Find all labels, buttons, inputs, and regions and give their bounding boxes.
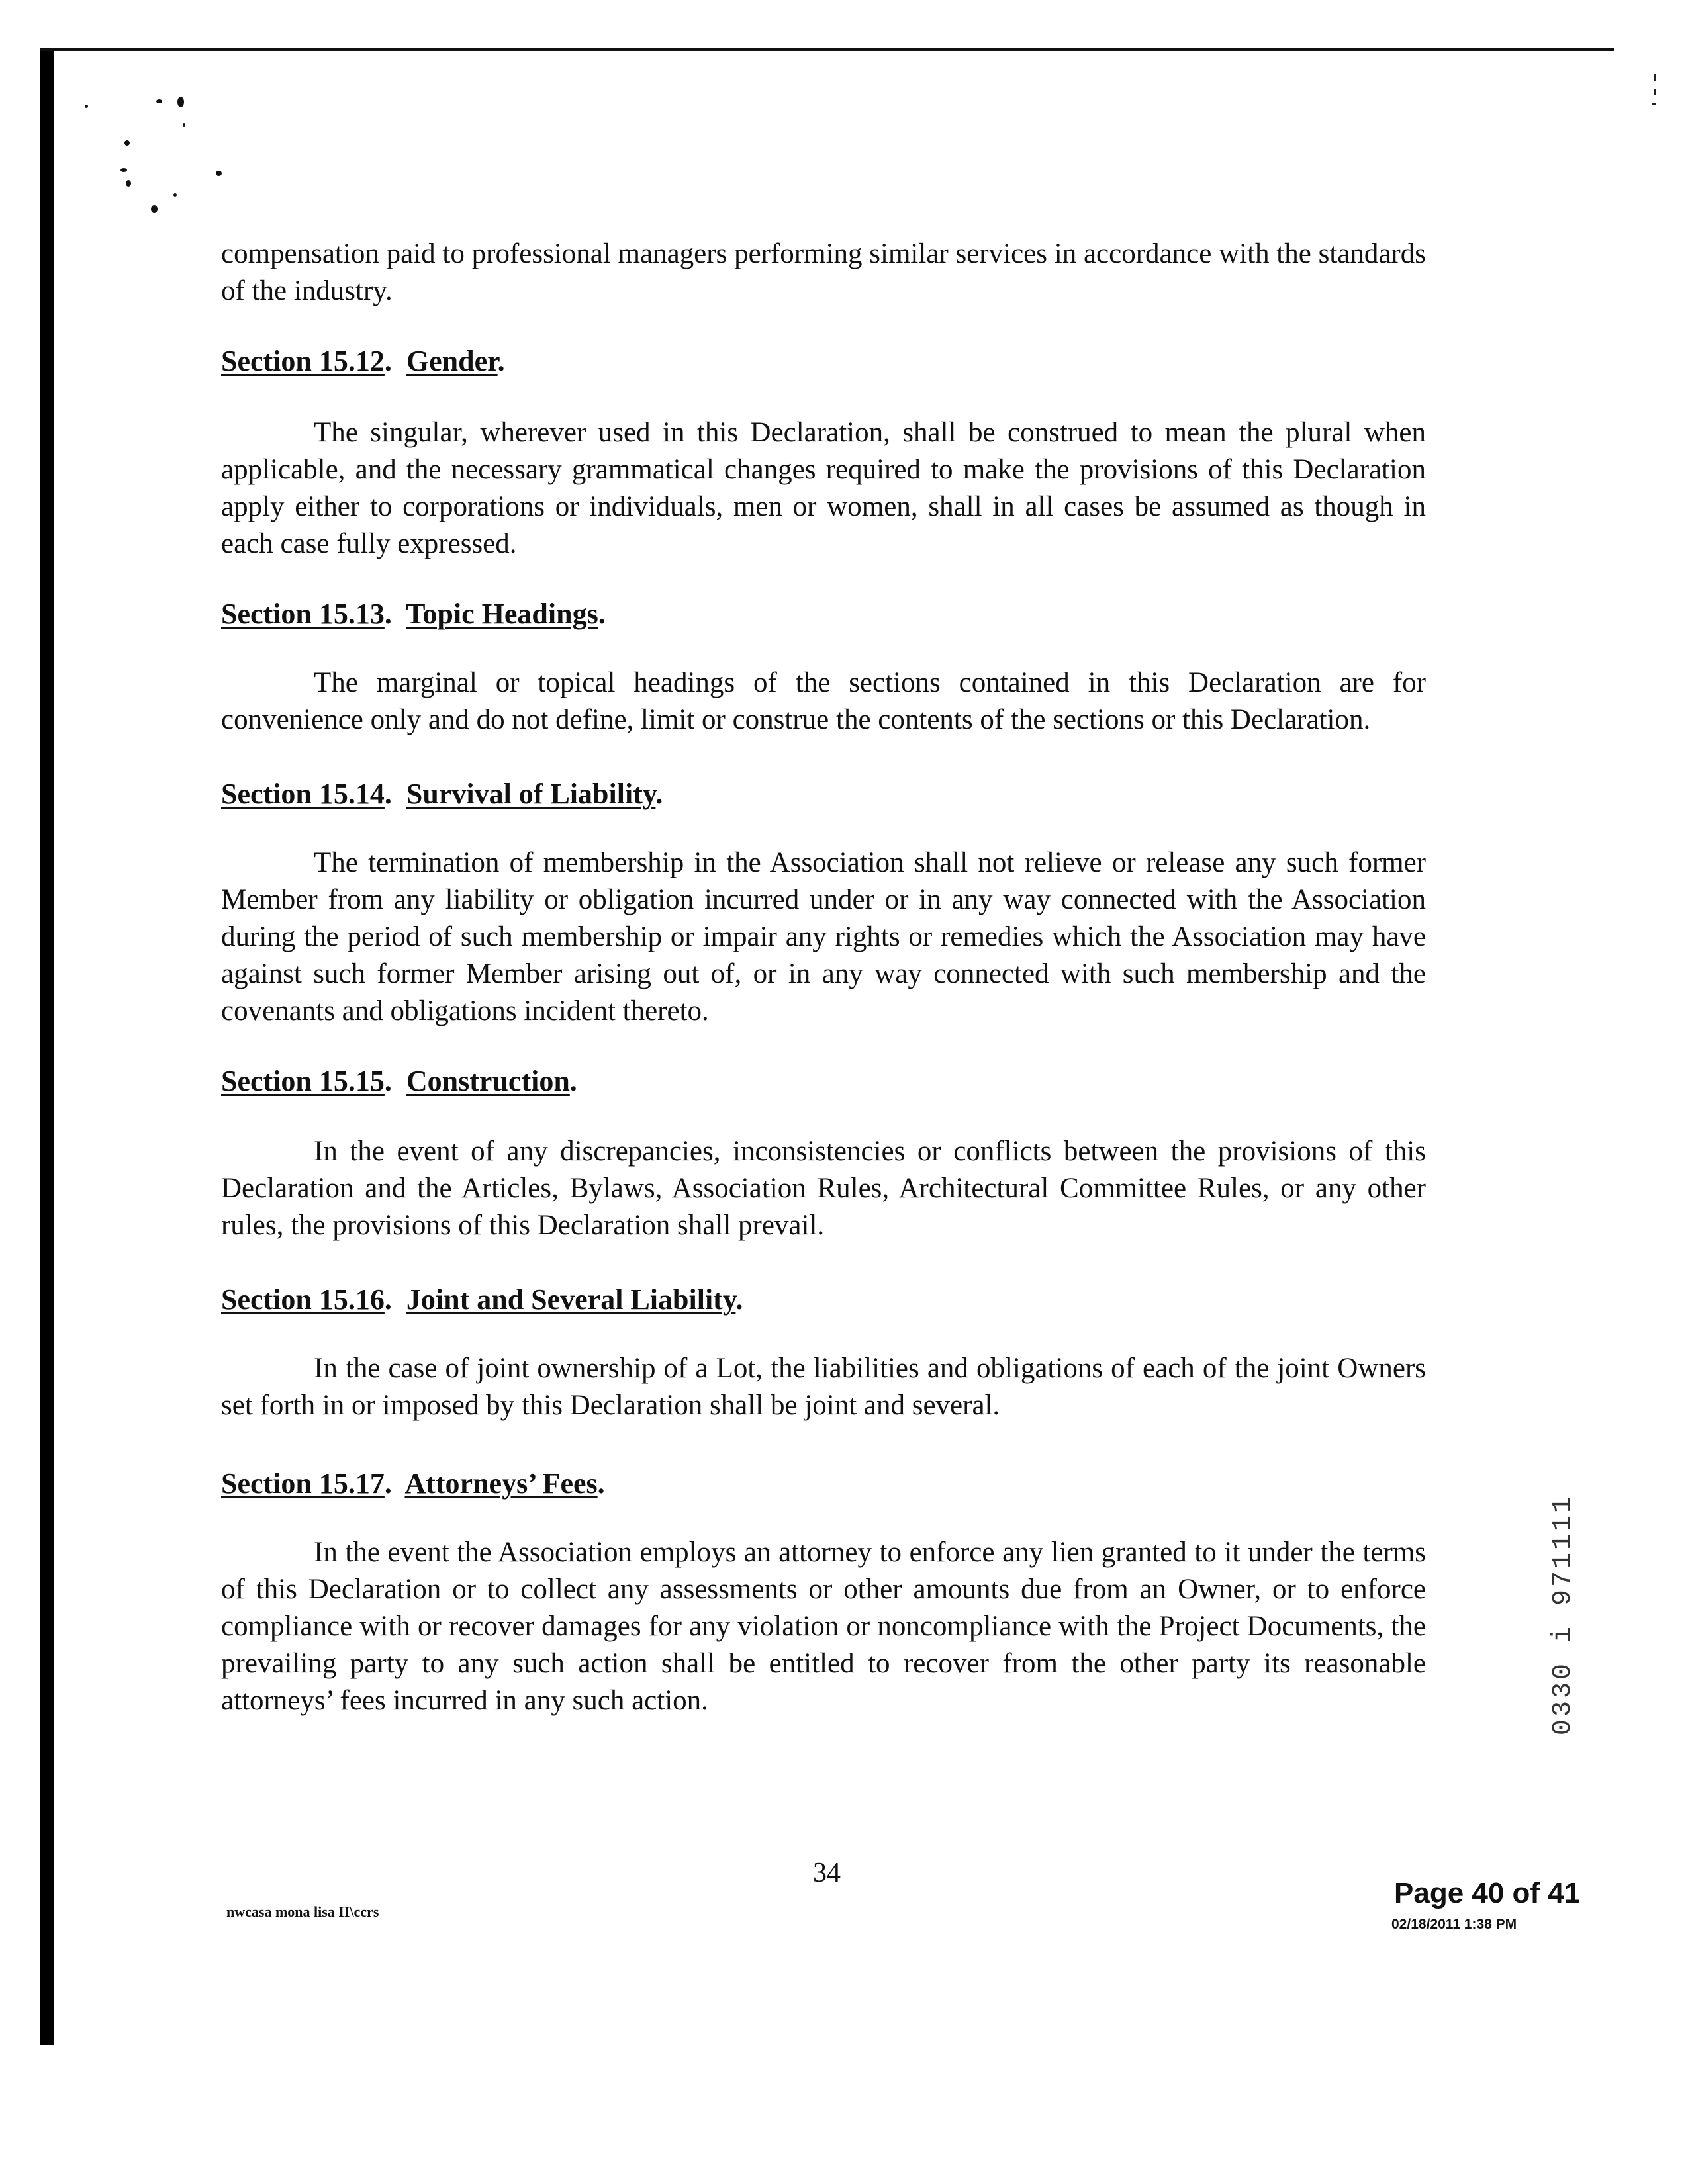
section-body-15-14: The termination of membership in the Association shall not relieve or release any such former Member from any liability or obligation incurred under or in any way connected with the Association during the period of such membership or impair any rights or remedies which the Association may have against such former Member arising out of, or in any way connected with such membership and the covenants and obligations incident thereto.	[221, 847, 1426, 1026]
page-number: 34	[813, 1858, 841, 1888]
section-number: Section 15.15	[221, 1065, 385, 1097]
section-body-15-13: The marginal or topical headings of the sections contained in this Declaration are for convenience only and do not define, limit or construe the contents of the sections or this Declaration.	[221, 667, 1426, 735]
recording-timestamp: 02/18/2011 1:38 PM	[1391, 1917, 1517, 1932]
section-heading-15-15: Section 15.15. Construction.	[221, 1065, 577, 1097]
section-heading-15-17: Section 15.17. Attorneys’ Fees.	[221, 1467, 605, 1500]
section-title: Construction	[406, 1065, 570, 1097]
section-title: Attorneys’ Fees	[404, 1467, 598, 1500]
margin-recording-stamp: 0330 i 971111	[1548, 1494, 1578, 1736]
scan-speck	[126, 180, 131, 187]
section-body-15-17: In the event the Association employs an attorney to enforce any lien granted to it under the terms of this Declaration or to collect any assessments or other amounts due from an Owner, or to enforce compliance with or recover damages for any violation or noncompliance with the Project Documents, the prevailing party to any such action shall be entitled to recover from the other party its reasonable attorneys’ fees incurred in any such action.	[221, 1537, 1426, 1716]
scan-speck	[151, 205, 158, 213]
section-number: Section 15.14	[221, 778, 385, 810]
section-body-15-15: In the event of any discrepancies, inconsistencies or conflicts between the provisions of this Declaration and the Articles, Bylaws, Association Rules, Architectural Committee Rules, or any other rules, the provisions of this Declaration shall prevail.	[221, 1136, 1426, 1241]
section-number: Section 15.13	[221, 598, 385, 630]
section-body-15-12: The singular, wherever used in this Declaration, shall be construed to mean the plural when applicable, and the necessary grammatical changes required to make the provisions of this Declaration apply either to corporations or individuals, men or women, shall in all cases be assumed as though in each case fully expressed.	[221, 417, 1426, 559]
section-title: Survival of Liability	[406, 778, 656, 810]
scan-speck	[216, 171, 222, 176]
scan-edge-mark	[1654, 74, 1656, 81]
section-heading-15-16: Section 15.16. Joint and Several Liability.	[221, 1283, 743, 1316]
scan-edge-mark	[1654, 89, 1656, 95]
scan-edge-bar	[40, 49, 54, 2045]
intro-paragraph: compensation paid to professional managers performing similar services in accordance with the standards of the industry.	[221, 238, 1426, 306]
section-body-15-16: In the case of joint ownership of a Lot, the liabilities and obligations of each of the joint Owners set forth in or imposed by this Declaration shall be joint and several.	[221, 1353, 1426, 1421]
section-heading-15-13: Section 15.13. Topic Headings.	[221, 598, 606, 630]
scan-speck	[124, 140, 130, 146]
section-number: Section 15.17	[221, 1467, 385, 1500]
section-title: Topic Headings	[406, 598, 598, 630]
footer-file-name: nwcasa mona lisa II\ccrs	[226, 1903, 379, 1920]
section-title: Joint and Several Liability	[406, 1283, 736, 1316]
scan-edge-mark	[1652, 103, 1656, 105]
recording-page-stamp: Page 40 of 41	[1394, 1877, 1581, 1909]
scan-speck	[183, 123, 185, 127]
section-heading-15-14: Section 15.14. Survival of Liability.	[221, 778, 663, 810]
section-title: Gender	[406, 345, 498, 377]
section-number: Section 15.12	[221, 345, 385, 377]
scan-speck	[156, 99, 162, 103]
scan-speck	[120, 168, 127, 172]
scan-top-rule	[40, 48, 1614, 51]
section-heading-15-12: Section 15.12. Gender.	[221, 345, 505, 377]
scan-speck	[85, 105, 88, 108]
scan-speck	[173, 193, 177, 197]
section-number: Section 15.16	[221, 1283, 385, 1316]
scan-speck	[177, 97, 184, 107]
